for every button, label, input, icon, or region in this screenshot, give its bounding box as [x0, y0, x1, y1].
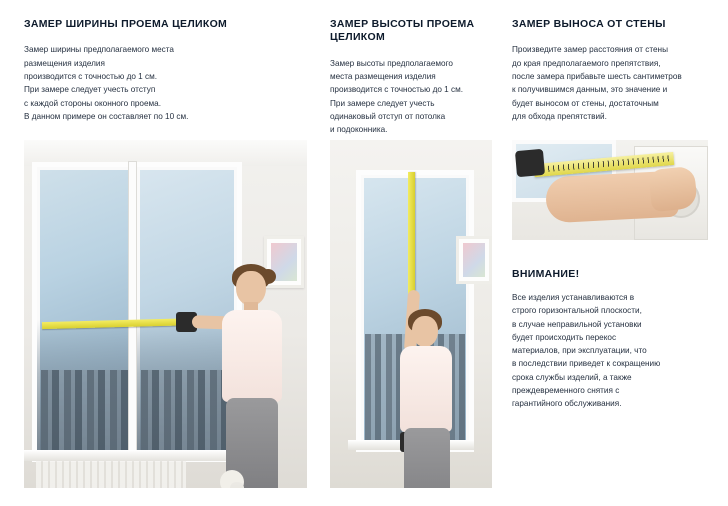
heading-projection: ЗАМЕР ВЫНОСА ОТ СТЕНЫ [512, 18, 666, 30]
text-line: преждевременного снятия с [512, 385, 620, 395]
text-line: производится с точностью до 1 см. [330, 85, 464, 95]
text-line: и подоконника. [330, 125, 388, 135]
text-line: места размещения изделия [330, 72, 436, 82]
heading-warning: ВНИМАНИЕ! [512, 268, 580, 280]
window-frame [32, 162, 242, 462]
text-line: одинаковый отступ от потолка [330, 112, 446, 121]
text-line: в последствии приведет к сокращению [512, 359, 661, 369]
text-line: будет происходить перекос [512, 332, 617, 342]
text-line: гарантийного обслуживания. [512, 399, 622, 409]
text-line: срока службы изделий, а также [512, 372, 632, 382]
text-line: При замере следует учесть [330, 98, 435, 108]
text-line: для обхода препятствий. [512, 111, 607, 121]
text-line: размещения изделия [24, 58, 105, 68]
person-legs [404, 428, 450, 488]
photo-width-measurement [24, 140, 307, 488]
photo-projection-measurement [512, 140, 708, 240]
tape-measure-case [515, 149, 545, 177]
text-line: до края предполагаемого препятствия, [512, 58, 661, 68]
paragraph-projection [512, 43, 708, 123]
text-line: после замера прибавьте шесть сантиметров [512, 72, 682, 81]
text-line: к получившимся данным, это значение и [512, 85, 668, 95]
text-line: Замер высоты предполагаемого [330, 58, 453, 68]
text-line: При замере следует учесть отступ [24, 85, 156, 95]
text-line: Произведите замер расстояния от стены [512, 45, 668, 55]
window-mullion [129, 162, 136, 452]
person-head [236, 271, 266, 306]
paragraph-warning [512, 291, 708, 411]
text-line: производится с точностью до 1 см. [24, 72, 158, 81]
cityscape-view [37, 320, 137, 453]
column-projection [512, 18, 708, 123]
column-width [24, 18, 307, 123]
text-line: Замер ширины предполагаемого места [24, 45, 174, 55]
person-torso [222, 310, 282, 402]
window-glass-left [37, 167, 137, 457]
text-line: будет выносом от стены, достаточным [512, 98, 659, 108]
text-line: материалов, при эксплуатации, что [512, 346, 647, 356]
text-line: с каждой стороны оконного проема. [24, 98, 161, 108]
person-torso [400, 346, 452, 432]
bottle [230, 482, 244, 488]
text-line: Все изделия устанавливаются в [512, 293, 635, 302]
heading-height: ЗАМЕР ВЫСОТЫ ПРОЕМА ЦЕЛИКОМ [330, 18, 475, 44]
text-line: строго горизонтальной плоскости, [512, 306, 642, 316]
warning-block [512, 268, 708, 411]
text-line: в случае неправильной установки [512, 319, 642, 329]
person-head [412, 316, 438, 347]
window-sill [24, 450, 246, 461]
text-line: В данном примере он составляет по 10 см. [24, 111, 189, 121]
radiator [36, 461, 186, 488]
photo-height-measurement [330, 140, 492, 488]
heading-width: ЗАМЕР ШИРИНЫ ПРОЕМА ЦЕЛИКОМ [24, 18, 228, 30]
wall-picture-frame [456, 236, 492, 284]
paragraph-width [24, 43, 307, 123]
